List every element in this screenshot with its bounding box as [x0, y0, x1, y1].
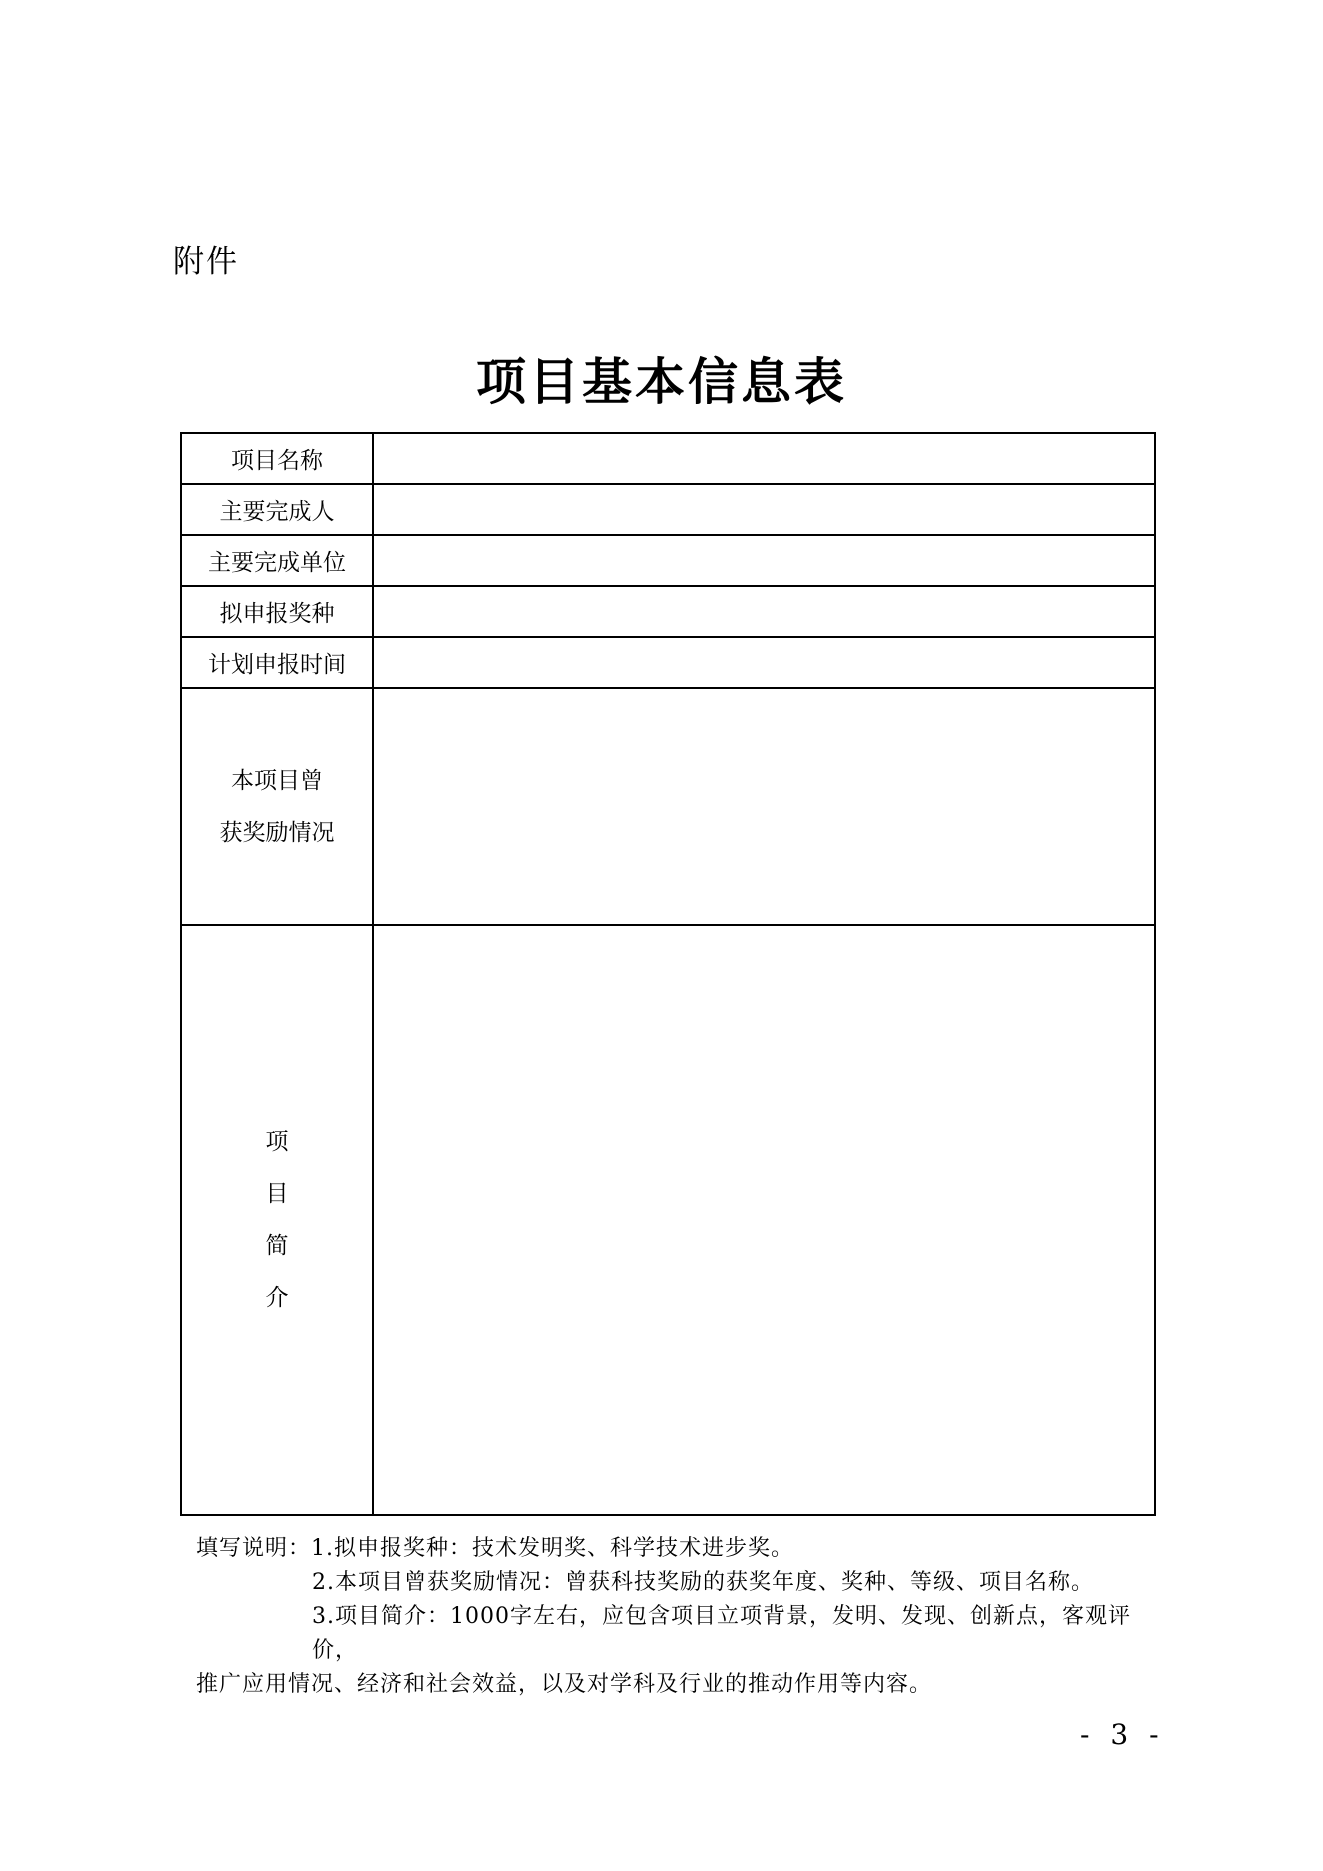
past-awards-label-line2: 获奖励情况: [219, 819, 335, 846]
fill-instructions: [196, 1532, 1161, 1702]
project-info-table: [180, 432, 1156, 1516]
intro-char: 目: [265, 1181, 289, 1207]
note-line-4: 推广应用情况、经济和社会效益，以及对学科及行业的推动作用等内容。: [196, 1672, 933, 1697]
main-units-field[interactable]: [373, 535, 1155, 586]
note-line-1: 填写说明：1.拟申报奖种：技术发明奖、科学技术进步奖。: [196, 1536, 794, 1561]
form-title: 项目基本信息表: [476, 353, 847, 411]
page-number: - 3 -: [1080, 1718, 1165, 1751]
note-line-2: 2.本项目曾获奖励情况：曾获科技奖励的获奖年度、奖种、等级、项目名称。: [312, 1570, 1094, 1595]
plan-time-label: 计划申报时间: [181, 637, 373, 688]
project-name-label: 项目名称: [181, 433, 373, 484]
award-type-field[interactable]: [373, 586, 1155, 637]
intro-char: 介: [265, 1285, 289, 1311]
table-row: [181, 637, 1155, 688]
project-name-field[interactable]: [373, 433, 1155, 484]
main-persons-label: 主要完成人: [181, 484, 373, 535]
project-intro-label: [181, 925, 373, 1515]
past-awards-label: [181, 688, 373, 925]
plan-time-field[interactable]: [373, 637, 1155, 688]
intro-char: 项: [265, 1129, 289, 1155]
table-row: [181, 433, 1155, 484]
table-row: [181, 586, 1155, 637]
main-units-label: 主要完成单位: [181, 535, 373, 586]
table-row: [181, 925, 1155, 1515]
award-type-label: 拟申报奖种: [181, 586, 373, 637]
table-row: [181, 688, 1155, 925]
table-row: [181, 535, 1155, 586]
attachment-label: 附件: [173, 244, 239, 280]
past-awards-label-line1: 本项目曾: [231, 767, 323, 794]
main-persons-field[interactable]: [373, 484, 1155, 535]
note-line-3: 3.项目简介：1000字左右，应包含项目立项背景，发明、发现、创新点，客观评价，: [312, 1604, 1131, 1663]
table-row: [181, 484, 1155, 535]
project-intro-field[interactable]: [373, 925, 1155, 1515]
past-awards-field[interactable]: [373, 688, 1155, 925]
intro-char: 简: [265, 1233, 289, 1259]
